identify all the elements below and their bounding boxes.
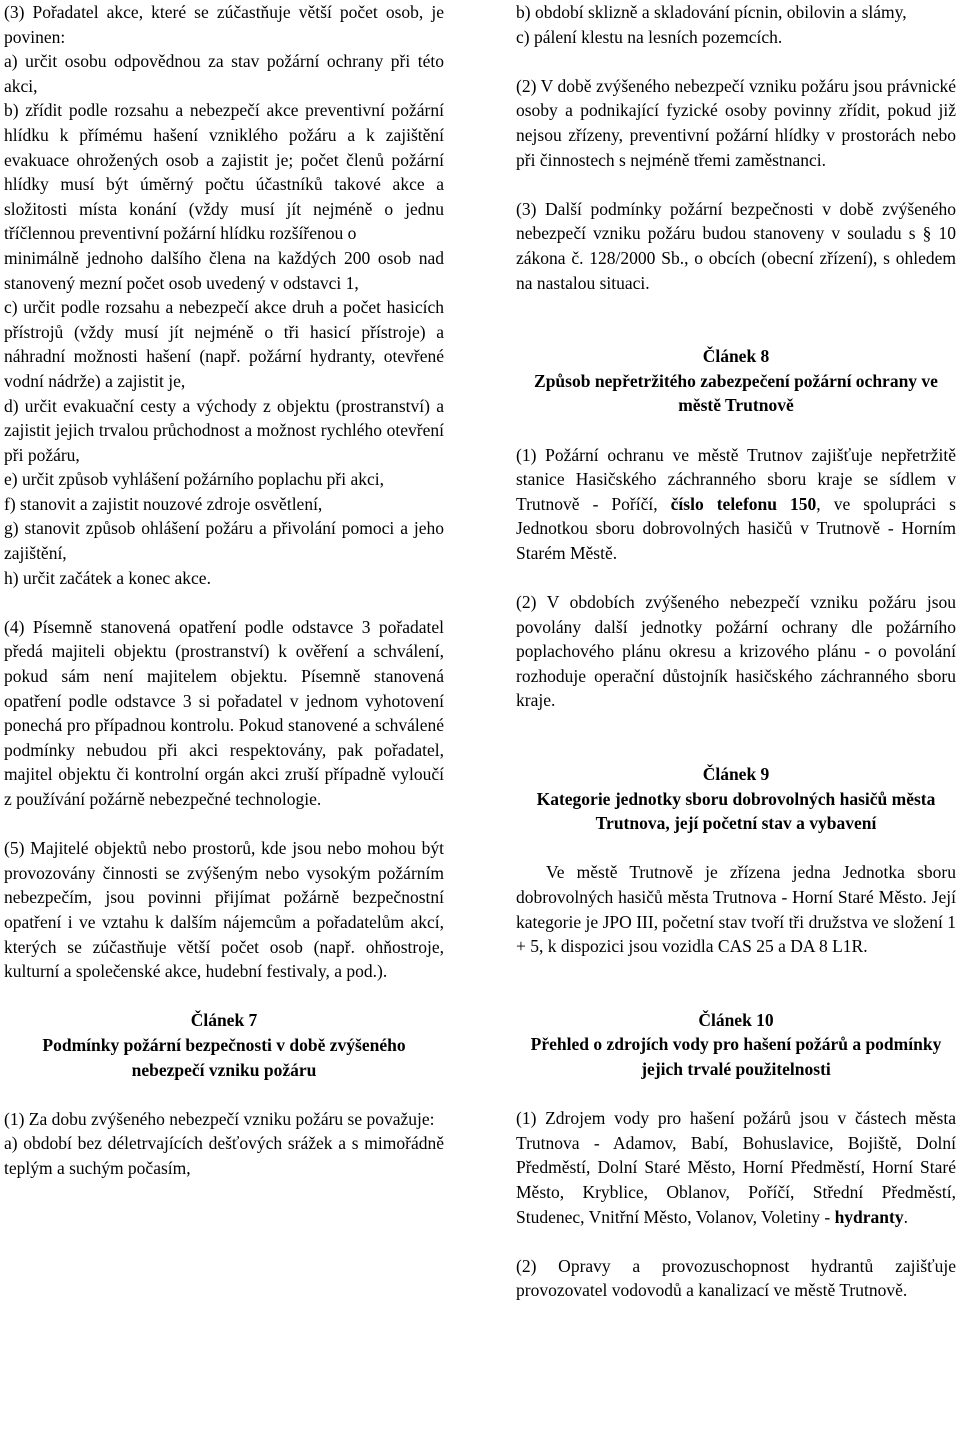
article6-para3-item-d: d) určit evakuační cesty a východy z objektu (prostranství) a zajistit jejich trvalou průchodnost a možnost rychlého otevření při požáru, [4, 395, 444, 465]
article7-title: Článek 7 [190, 1010, 258, 1031]
article9-title: Článek 9 [702, 764, 770, 785]
article6-para3-item-b-cont: minimálně jednoho dalšího člena na každých 200 osob nad stanovený mezní počet osob uvedený v odstavci 1, [4, 247, 444, 293]
left-column [4, 0, 444, 1181]
article6-para3-item-c: c) určit podle rozsahu a nebezpečí akce druh a počet hasicích přístrojů (vždy musí jít nejméně o tři hasicí přístroje) a náhradní možnosti hašení (např. požární hydranty, otevřené vodní nádrže) a zajistit je, [4, 297, 444, 391]
article6-para3-intro: (3) Pořadatel akce, které se zúčastňuje větší počet osob, je povinen: [4, 2, 444, 47]
article7-para1: (1) Za dobu zvýšeného nebezpečí vzniku požáru se považuje: [4, 1108, 435, 1129]
article8-para2: (2) V obdobích zvýšeného nebezpečí vzniku požáru jsou povolány další jednotky požární ochrany dle požárního poplachového plánu okresu a krizového plánu - o povolání rozhoduje operační důstojník hasičského záchranného sboru kraje. [516, 592, 956, 711]
article7-para2: (2) V době zvýšeného nebezpečí vzniku požáru jsou právnické osoby a podnikající fyzické osoby povinny zřídit, pokud již nejsou zřízeny, preventivní požární hlídky v prostorách nebo při činnostech s nejméně třemi zaměstnanci. [516, 75, 956, 170]
article10-subtitle: Přehled o zdrojích vody pro hašení požárů a podmínky jejich trvalé použitelnosti [530, 1034, 942, 1079]
article8-para1-text-b: , ve spolupráci s Jednotkou sboru dobrovolných hasičů v Trutnově - Horním Starém Městě. [516, 493, 956, 563]
article6-para3-item-g: g) stanovit způsob ohlášení požáru a přivolání pomoci a jeho zajištění, [4, 518, 444, 564]
article7-subtitle: Podmínky požární bezpečnosti v době zvýšeného nebezpečí vzniku požáru [42, 1034, 406, 1080]
article7-para1-item-a: a) období bez déletrvajících dešťových srážek a s mimořádně teplým a suchým počasím, [4, 1133, 444, 1178]
article10-para1 [516, 1106, 956, 1229]
article9-subtitle: Kategorie jednotky sboru dobrovolných hasičů města Trutnova, její početní stav a vybavení [536, 788, 936, 834]
article7-para1-item-b: b) období sklizně a skladování pícnin, obilovin a slámy, [516, 2, 907, 22]
article10-para1-text-a: (1) Zdrojem vody pro hašení požárů jsou v částech města Trutnova - Adamov, Babí, Bohuslavice, Bojiště, Dolní Předměstí, Dolní Staré Město, Horní Předměstí, Horní Staré Město, Kryblice, Oblanov, Poříčí, Střední Předměstí, Studenec, Vnitřní Město, Volanov, Voletiny - [516, 1108, 956, 1227]
article8-subtitle: Způsob nepřetržitého zabezpečení požární ochrany ve městě Trutnově [534, 370, 938, 416]
article6-para5: (5) Majitelé objektů nebo prostorů, kde jsou nebo mohou být provozovány činnosti se zvýšeným nebo vysokým požárním nebezpečím, jsou povinni přijímat požárně bezpečnostní opatření i ve vztahu k dalším nájemcům a pořadatelům akcí, kterých se zúčastňuje větší počet osob (např. ohňostroje, kulturní a společenské akce, hudební festivaly, a pod.). [4, 838, 444, 982]
article6-para3-item-b: b) zřídit podle rozsahu a nebezpečí akce preventivní požární hlídku k přímému hašení vzniklého požáru a k zajištění evakuace ohrožených osob a zajistit je; počet členů požární hlídky musí být úměrný počtu účastníků takové akce a složitosti místa konání (vždy musí jít nejméně o jednu tříčlennou preventivní požární hlídku rozšířenou o [4, 100, 444, 244]
article8-para1-text-a: (1) Požární ochranu ve městě Trutnov zajišťuje nepřetržitě stanice Hasičského záchranného sboru kraje se sídlem v Trutnově - Poříčí, [516, 444, 956, 514]
article7-para1-item-c: c) pálení klestu na lesních pozemcích. [516, 26, 783, 47]
article6-para4: (4) Písemně stanovená opatření podle odstavce 3 pořadatel předá majiteli objektu (prostranství) k ověření a schválení, pokud sám není majitelem objektu. Písemně stanovená opatření podle odstavce 3 si pořadatel v jednom vyhotovení ponechá pro případnou kontrolu. Pokud stanovené a schválené podmínky nebudou při akci respektovány, pak pořadatel, majitel objektu či kontrolní orgán akci zruší případně vyloučí z používání požárně nebezpečné technologie. [4, 616, 444, 809]
article10-para2: (2) Opravy a provozuschopnost hydrantů zajišťuje provozovatel vodovodů a kanalizací ve městě Trutnově. [516, 1255, 956, 1301]
article10-para1-text-b: . [903, 1206, 908, 1227]
article10-para1-hydrants: hydranty [834, 1206, 904, 1227]
article8-para1-phone: číslo telefonu 150 [670, 493, 817, 514]
article6-para3-item-h: h) určit začátek a konec akce. [4, 567, 211, 588]
article10-title: Článek 10 [698, 1009, 774, 1030]
article6-para3-item-f: f) stanovit a zajistit nouzové zdroje osvětlení, [4, 493, 323, 514]
right-column [516, 0, 956, 1303]
article7-para3: (3) Další podmínky požární bezpečnosti v době zvýšeného nebezpečí vzniku požáru budou stanoveny v souladu s § 10 zákona č. 128/2000 Sb., o obcích (obecní zřízení), s ohledem na nastalou situaci. [516, 198, 956, 293]
article9-para: Ve městě Trutnově je zřízena jedna Jednotka sboru dobrovolných hasičů města Trutnova - Horní Staré Město. Její kategorie je JPO III, početní stav tvoří tři družstva ve složení 1 + 5, k dispozici jsou vozidla CAS 25 a DA 8 L1R. [516, 862, 956, 957]
article8-title: Článek 8 [702, 346, 770, 367]
article8-para1 [516, 443, 956, 566]
article6-para3-item-e: e) určit způsob vyhlášení požárního poplachu při akci, [4, 469, 385, 490]
article6-para3-item-a: a) určit osobu odpovědnou za stav požární ochrany při této akci, [4, 51, 444, 96]
